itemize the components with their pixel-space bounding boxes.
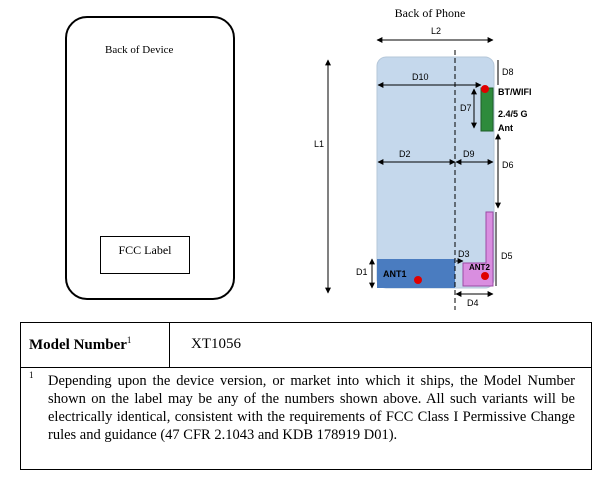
bt-wifi-feed-point <box>481 85 489 93</box>
dim-label-d10: D10 <box>412 72 429 82</box>
model-number-row <box>21 323 591 368</box>
ant1-feed-point <box>414 276 422 284</box>
dim-label-d5: D5 <box>501 251 513 261</box>
dim-label-d1: D1 <box>356 267 368 277</box>
dim-label-d7: D7 <box>460 103 472 113</box>
model-number-value: XT1056 <box>191 336 241 352</box>
phone-title: Back of Phone <box>394 6 466 20</box>
ant2-label: ANT2 <box>469 263 490 272</box>
model-number-header-cell <box>21 323 170 367</box>
footnote-marker: 1 <box>29 370 34 380</box>
footnote-text: Depending upon the device version, or market into which it ships, the Model Number shown on the label may be any of the numbers shown above. All such variants will be electrically identical, consistent with the requirements of FCC Class I Permissive Change rules and guidance (47 CFR 2.1043 and KDB 178919 D01). <box>48 373 575 443</box>
bt-wifi-ant-label: Ant <box>498 123 513 133</box>
bt-wifi-antenna <box>481 88 493 131</box>
dim-label-d9: D9 <box>463 149 475 159</box>
bt-wifi-label: BT/WIFI <box>498 87 532 97</box>
dim-label-d2: D2 <box>399 149 411 159</box>
ant2-feed-point <box>481 272 489 280</box>
model-number-header-text: Model Number <box>29 337 127 353</box>
dim-label-d8: D8 <box>502 67 514 77</box>
device-title: Back of Device <box>105 44 174 56</box>
model-number-table <box>20 322 592 470</box>
phone-body <box>377 57 494 288</box>
dim-label-d3: D3 <box>458 249 470 259</box>
fcc-label-box: FCC Label <box>100 236 190 274</box>
ant1-label: ANT1 <box>383 269 407 279</box>
dim-label-d6: D6 <box>502 160 514 170</box>
dim-label-l1: L1 <box>314 139 325 149</box>
model-number-header <box>29 335 131 354</box>
dim-label-d4: D4 <box>467 298 479 308</box>
dim-label-l2: L2 <box>430 26 442 36</box>
bt-wifi-band-label: 2.4/5 G <box>498 109 528 119</box>
footnote-ref: 1 <box>126 335 132 345</box>
